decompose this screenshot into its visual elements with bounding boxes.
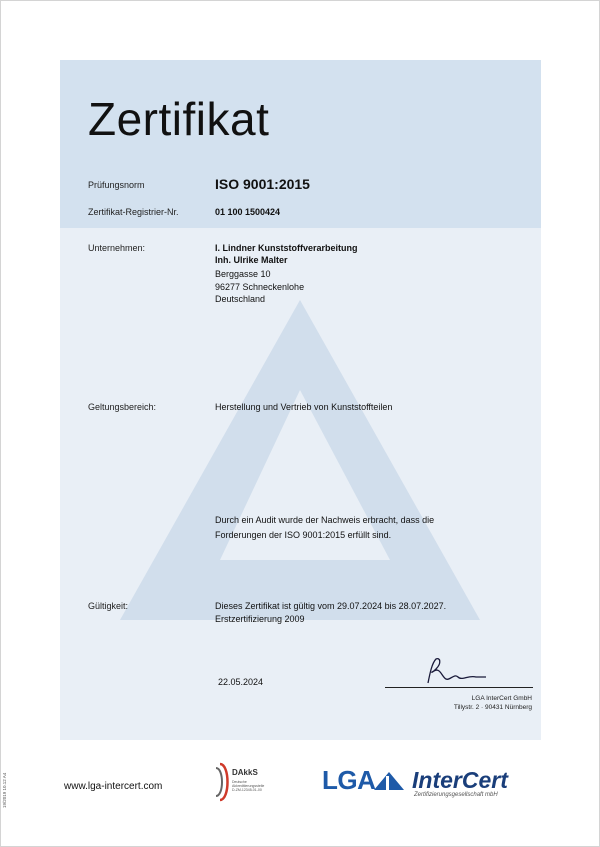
registration-number: 01 100 1500424 bbox=[215, 207, 281, 217]
audit-text-line1: Durch ein Audit wurde der Nachweis erbracht, dass die bbox=[215, 515, 435, 525]
certificate-title: Zertifikat bbox=[88, 93, 270, 145]
signature-line bbox=[385, 687, 533, 688]
certificate-panel bbox=[60, 60, 541, 740]
company-street: Berggasse 10 bbox=[215, 269, 271, 279]
intercert-logo: InterCert bbox=[412, 767, 508, 793]
dakks-sub2: Akkreditierungsstelle bbox=[232, 784, 265, 788]
dakks-label: DAkkS bbox=[232, 768, 258, 777]
registration-label: Zertifikat-Registrier-Nr. bbox=[88, 207, 179, 217]
company-name: I. Lindner Kunststoffverarbeitung bbox=[215, 243, 358, 253]
lga-logo: LGA bbox=[322, 765, 376, 795]
scope-label: Geltungsbereich: bbox=[88, 402, 157, 412]
lga-triangle-icon bbox=[372, 770, 406, 792]
company-label: Unternehmen: bbox=[88, 243, 146, 253]
issuer-block bbox=[454, 694, 532, 712]
dakks-subtext bbox=[232, 780, 264, 792]
document-code: 19/2019 10.12 A4 bbox=[2, 772, 7, 808]
issuer-address: Tillystr. 2 · 90431 Nürnberg bbox=[453, 704, 532, 711]
norm-label: Prüfungsnorm bbox=[88, 180, 145, 190]
first-certification: Erstzertifizierung 2009 bbox=[215, 614, 305, 624]
validity-label: Gültigkeit: bbox=[88, 601, 129, 611]
issue-date: 22.05.2024 bbox=[218, 677, 264, 687]
validity-period: Dieses Zertifikat ist gültig vom 29.07.2024 bis 28.07.2027. bbox=[215, 601, 447, 611]
company-country: Deutschland bbox=[215, 294, 266, 304]
intercert-subtitle: Zertifizierungsgesellschaft mbH bbox=[414, 792, 498, 798]
dakks-sub1: Deutsche bbox=[232, 780, 247, 784]
company-owner: Inh. Ulrike Malter bbox=[215, 255, 288, 265]
dakks-sub3: D-ZM-12345-01-00 bbox=[232, 788, 262, 792]
issuer-name: LGA InterCert GmbH bbox=[471, 695, 532, 702]
triangle-watermark-icon bbox=[60, 60, 541, 740]
signature-icon bbox=[420, 655, 490, 687]
company-city: 96277 Schneckenlohe bbox=[215, 282, 305, 292]
scope-value: Herstellung und Vertrieb von Kunststoffteilen bbox=[215, 402, 393, 412]
website-link[interactable]: www.lga-intercert.com bbox=[64, 781, 163, 792]
norm-value: ISO 9001:2015 bbox=[215, 176, 310, 192]
audit-text-line2: Forderungen der ISO 9001:2015 erfüllt sind. bbox=[215, 530, 392, 540]
